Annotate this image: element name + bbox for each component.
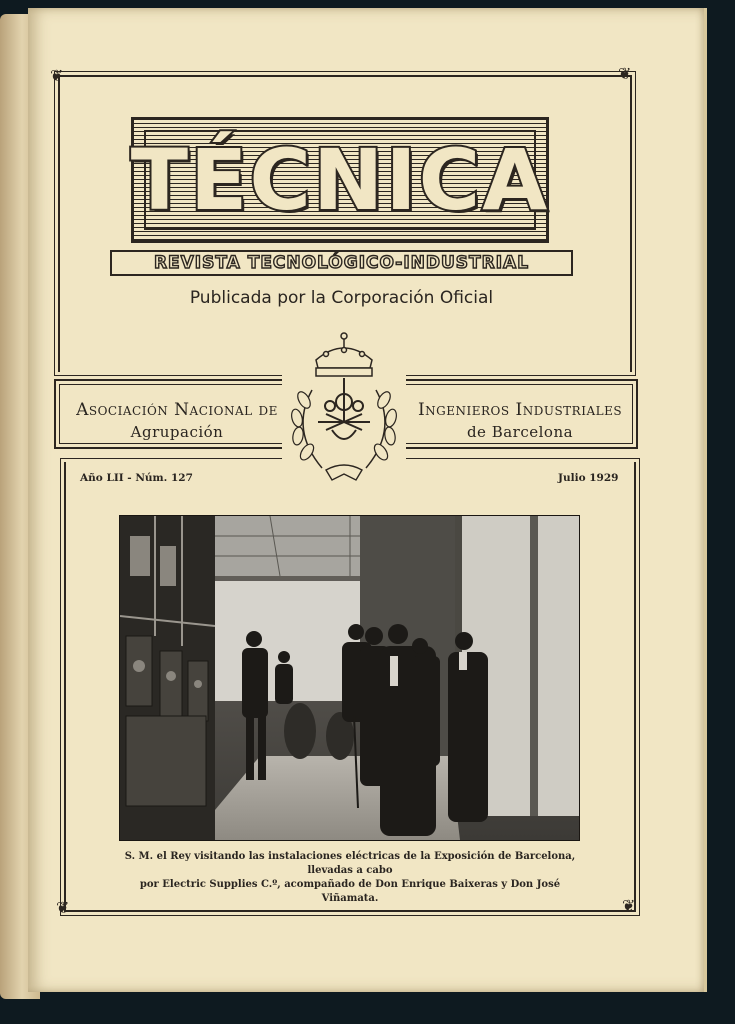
masthead-logo (131, 117, 549, 243)
coat-of-arms-emblem (282, 330, 406, 490)
photo-caption-line: por Electric Supplies C.º, acompañado de Don Enrique Baixeras y Don José Viñamata. (139, 879, 561, 904)
corner-ornament-icon: ❦ (622, 896, 636, 915)
association-left-text: Asociación Nacional de Agrupación (76, 400, 278, 441)
issue-date: Julio 1929 (558, 472, 619, 484)
masthead-title: TÉCNICA (130, 131, 550, 229)
corner-ornament-icon: ❦ (56, 898, 70, 917)
photo-caption-line: S. M. el Rey visitando las instalaciones eléctricas de la Exposición de Barcelona, llevadas a cabo (124, 851, 576, 876)
published-by-line: Publicada por la Corporación Oficial (189, 288, 494, 308)
issue-number: Año LII - Núm. 127 (80, 472, 193, 484)
corner-ornament-icon: ❦ (50, 66, 64, 85)
cover-photograph (119, 515, 580, 841)
association-right-text: Ingenieros Industriales de Barcelona (417, 400, 623, 441)
masthead-subtitle: REVISTA TECNOLÓGICO-INDUSTRIAL (110, 250, 573, 276)
photo-caption (110, 850, 590, 906)
corner-ornament-icon: ❦ (618, 64, 632, 83)
